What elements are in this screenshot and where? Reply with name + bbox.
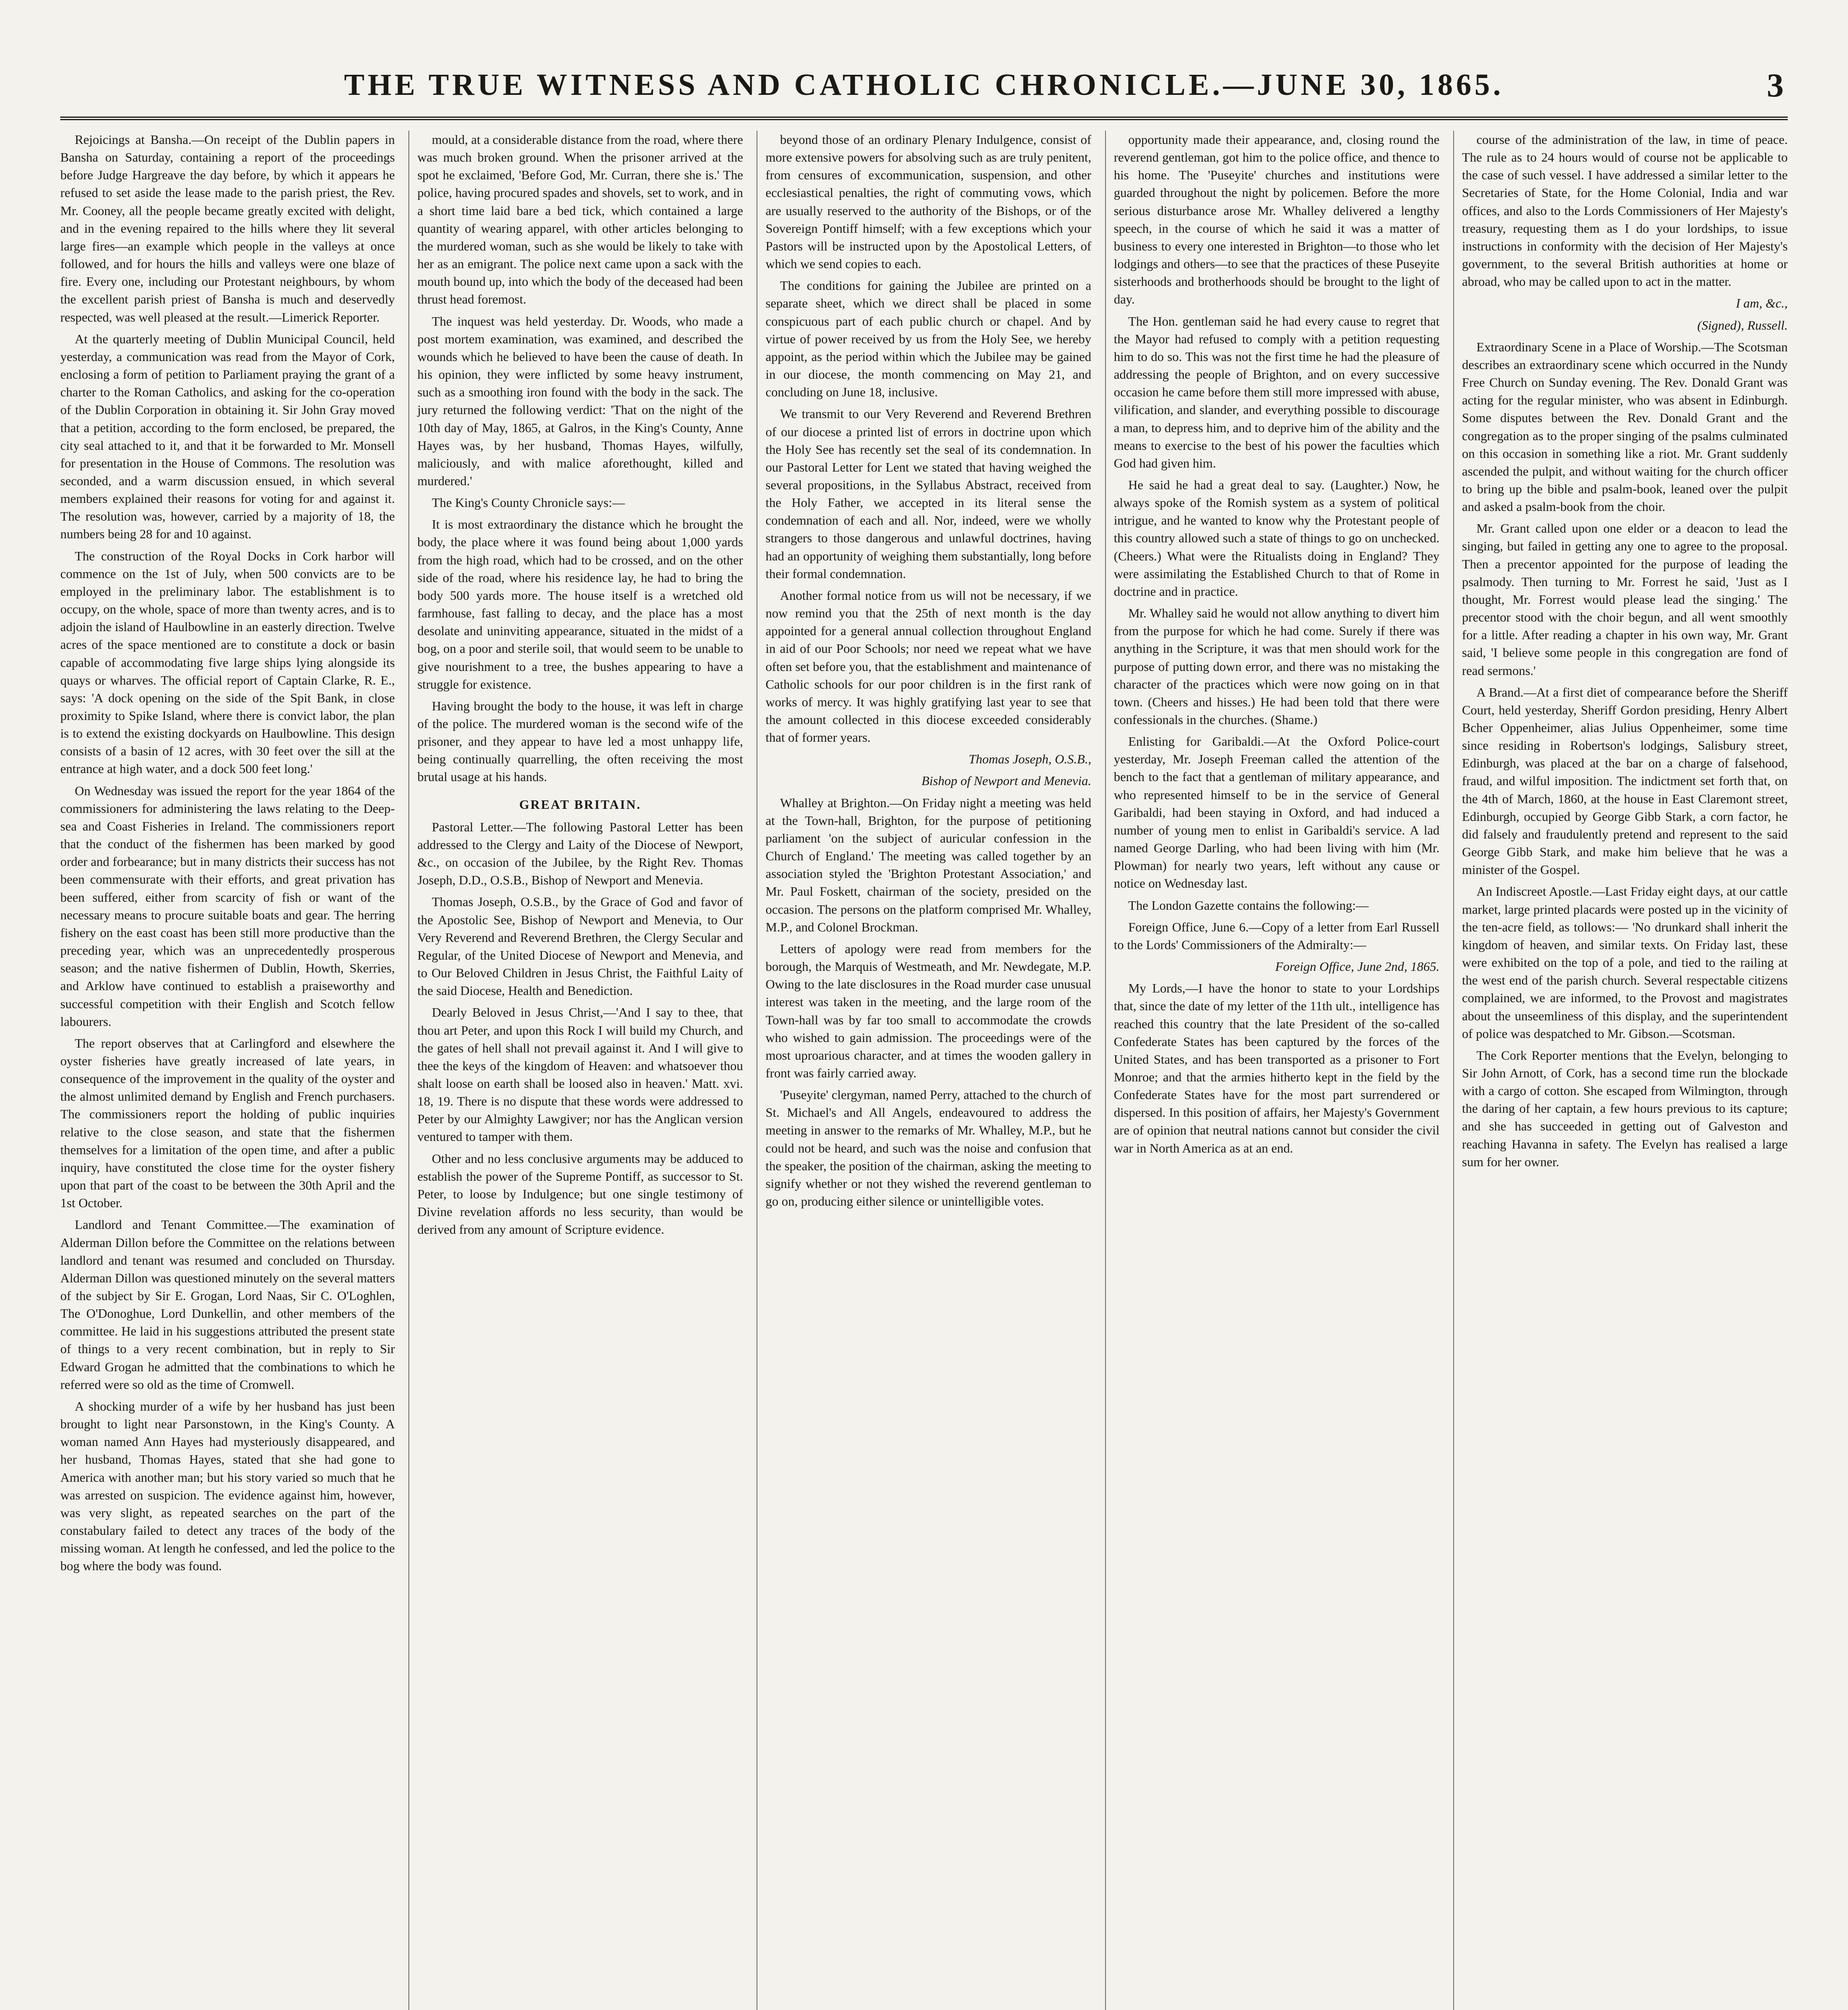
article-paragraph: The construction of the Royal Docks in Cork harbor will commence on the 1st of July, when 500 convicts are to be employed in the preliminary labor. The establishment is to occupy, on the whole, space of more than twenty acres, and is to adjoin the island of Haulbowline in an easterly direction. Twelve acres of the space mentioned are to constitute a dock or basin capable of accommodating five large ships lying alongside its quays or wharves. The official report of Captain Clarke, R. E., says: 'A dock opening on the side of the Spit Bank, in close proximity to Spike Island, where there is convict labor, the plan is to extend the existing dockyards on Haulbowline. This design consists of a basin of 12 acres, with 30 feet over the sill at the entrance at high water, and a dock 500 feet long.' — [60, 548, 395, 776]
column-1 — [60, 131, 395, 2010]
article-paragraph: A shocking murder of a wife by her husband has just been brought to light near Parsonstown, in the King's County. A woman named Ann Hayes had mysteriously disappeared, and her husband, Thomas Hayes, stated that she had gone to America with another man; but his story varied so much that he was arrested on suspicion. The evidence against him, however, was very slight, as repeated searches on the part of the constabulary failed to detect any traces of the body of the missing woman. At length he confessed, and led the police to the bog where the body was found. — [60, 1399, 395, 1573]
newspaper-title: THE TRUE WITNESS AND CATHOLIC CHRONICLE.—JUNE 30, 1865. — [344, 68, 1504, 102]
article-paragraph: Foreign Office, June 6.—Copy of a letter from Earl Russell to the Lords' Commissioners of the Admiralty:— — [1114, 919, 1440, 952]
article-paragraph: Rejoicings at Bansha.—On receipt of the Dublin papers in Bansha on Saturday, containing a report of the proceedings before Judge Hargreave the day before, by which it appears he refused to set aside the lease made to the parish priest, the Rev. Mr. Cooney, all the people became greatly excited with delight, and in the evening repaired to the hills where they lit several large fires—an example which people in the valleys at once followed, and for hours the hills and valleys were one blaze of fire. Every one, including our Protestant neighbours, by whom the excellent parish priest of Bansha is much and deservedly respected, was well pleased at the result.—Limerick Reporter. — [60, 132, 395, 324]
signature-line: Foreign Office, June 2nd, 1865. — [1275, 959, 1440, 974]
article-paragraph: Enlisting for Garibaldi.—At the Oxford Police-court yesterday, Mr. Joseph Freeman called the attention of the bench to the fact that a gentleman of military appearance, and who represented himself to be in the service of General Garibaldi, had been staying in Oxford, and had induced a number of young men to enlist in Garibaldi's service. A lad named George Darling, who had been living with him (Mr. Plowman) for nearly two years, left without any cause or notice on Wednesday last. — [1114, 734, 1440, 891]
article-paragraph: Another formal notice from us will not be necessary, if we now remind you that the 25th of next month is the day appointed for a general annual collection throughout England in aid of our Poor Schools; nor need we repeat what we have often set before you, that the establishment and maintenance of Catholic schools for our poor children is in the first rank of works of mercy. It was highly gratifying last year to see that the amount collected in this diocese exceeded considerably that of former years. — [765, 588, 1091, 745]
article-paragraph: A Brand.—At a first diet of compearance before the Sheriff Court, held yesterday, Sheriff Gordon presiding, Henry Albert Bcher Oppenheimer, alias Julius Oppenheimer, some time since residing in Robertson's lodgings, Salisbury street, Edinburgh, was placed at the bar on a charge of falsehood, fraud, and wilful imposition. The indictment set forth that, on the 4th of March, 1860, at the house in East Claremont street, Edinburgh, occupied by George Gibb Stark, a corn factor, he did falsely and fraudulently pretend and represent to the said George Gibb Stark, and make him believe that he was a minister of the Gospel. — [1462, 685, 1788, 877]
article-paragraph: It is most extraordinary the distance which he brought the body, the place where it was found being about 1,000 yards from the high road, which had to be crossed, and on the other side of the road, where his residence lay, he had to bring the body 500 yards more. The house itself is a wretched old farmhouse, fast falling to decay, and the place has a most desolate and uninviting appearance, situated in the midst of a bog, on a poor and sterile soil, that would seem to be unable to give nourishment to a tree, the bushes appearing to have a struggle for existence. — [417, 517, 743, 691]
column-3 — [757, 131, 1091, 2010]
signature-line: Bishop of Newport and Menevia. — [921, 773, 1091, 788]
article-paragraph: The Cork Reporter mentions that the Evelyn, belonging to Sir John Arnott, of Cork, has a second time run the blockade with a cargo of cotton. She escaped from Wilmington, through the daring of her captain, a few hours previous to its capture; and she has succeeded in getting out of Galveston and reaching Havanna in safety. The Evelyn has realised a large sum for her owner. — [1462, 1048, 1788, 1169]
column-4 — [1105, 131, 1440, 2010]
article-paragraph: Thomas Joseph, O.S.B., by the Grace of God and favor of the Apostolic See, Bishop of Newport and Menevia, to Our Very Reverend and Reverend Brethren, the Clergy Secular and Regular, of the United Diocese of Newport and Menevia, and to Our Beloved Children in Jesus Christ, the Faithful Laity of the said Diocese, Health and Benediction. — [417, 894, 743, 998]
article-paragraph: beyond those of an ordinary Plenary Indulgence, consist of more extensive powers for absolving such as are truly penitent, from censures of excommunication, suspension, and other ecclesiastical penalties, the right of commuting vows, which are usually reserved to the authority of the Bishops, or of the Sovereign Pontiff himself; with a few exceptions which your Pastors will be instructed upon by the Apostolical Letters, of which we send copies to each. — [765, 132, 1091, 271]
article-paragraph: mould, at a considerable distance from the road, where there was much broken ground. When the prisoner arrived at the spot he exclaimed, 'Before God, Mr. Curran, there she is.' The police, having procured spades and shovels, set to work, and in a short time laid bare a bed tick, which contained a large quantity of wearing apparel, with other articles belonging to the murdered woman, such as she would be likely to take with her as an emigrant. The police next came upon a sack with the mouth bound up, into which the body of the deceased had been thrust head foremost. — [417, 132, 743, 307]
article-paragraph: The inquest was held yesterday. Dr. Woods, who made a post mortem examination, was examined, and described the wounds which he believed to have been the cause of death. In his opinion, they were inflicted by some heavy instrument, such as a smoothing iron found with the body in the sack. The jury returned the following verdict: 'That on the night of the 10th day of May, 1865, at Galros, in the King's County, Anne Hayes was, by her husband, Thomas Hayes, wilfully, maliciously, and with malice aforethought, killed and murdered.' — [417, 314, 743, 488]
article-paragraph: Landlord and Tenant Committee.—The examination of Alderman Dillon before the Committee on the relations between landlord and tenant was resumed and concluded on Thursday. Alderman Dillon was questioned minutely on the several matters of the subject by Sir E. Grogan, Lord Naas, Sir C. O'Loghlen, The O'Donoghue, Lord Dunkellin, and other members of the committee. He laid in his suggestions attributed the present state of things to a very recent combination, but in reply to Sir Edward Grogan he admitted that the combinations to which he referred were so old as the time of Cromwell. — [60, 1217, 395, 1392]
article-paragraph: Pastoral Letter.—The following Pastoral Letter has been addressed to the Clergy and Laity of the Diocese of Newport, &c., on occasion of the Jubilee, by the Right Rev. Thomas Joseph, D.D., O.S.B., Bishop of Newport and Menevia. — [417, 819, 743, 888]
column-2 — [408, 131, 743, 2010]
article-columns — [60, 131, 1788, 2010]
article-paragraph: opportunity made their appearance, and, closing round the reverend gentleman, got him to the police office, and thence to his home. The 'Puseyite' churches and institutions were guarded throughout the night by policemen. Before the more serious disturbance arose Mr. Whalley delivered a lengthy speech, in the course of which he said it was a matter of business to every one interested in Brighton—to those who let lodgings and others—to see that the practices of these Puseyite sisterhoods and brotherhoods should be brought to the light of day. — [1114, 132, 1440, 307]
article-paragraph: An Indiscreet Apostle.—Last Friday eight days, at our cattle market, large printed placards were posted up in the vicinity of the ten-acre field, as tollows:— 'No drunkard shall inherit the kingdom of heaven, and similar texts. On Friday last, these were exhibited on the top of a pole, and tied to the railing at the west end of the parish church. Several respectable citizens complained, we are informed, to the Provost and magistrates about the unseemliness of this display, and the superintendent of police was despatched to Mr. Gibson.—Scotsman. — [1462, 884, 1788, 1041]
article-paragraph: Whalley at Brighton.—On Friday night a meeting was held at the Town-hall, Brighton, for the purpose of petitioning parliament 'on the subject of auricular confession in the Church of England.' The meeting was called together by an association styled the 'Brighton Protestant Association,' and Mr. Paul Foskett, chairman of the society, presided on the occasion. The persons on the platform comprised Mr. Whalley, M.P., and Colonel Brockman. — [765, 795, 1091, 934]
article-paragraph: Dearly Beloved in Jesus Christ,—'And I say to thee, that thou art Peter, and upon this Rock I will build my Church, and the gates of hell shall not prevail against it. And I will give to thee the keys of the kingdom of Heaven: and whatsoever thou shalt loose on earth shall be loosed also in heaven.' Matt. xvi. 18, 19. There is no dispute that these words were addressed to Peter by our Almighty Lawgiver; nor has the Anglican version ventured to tamper with them. — [417, 1005, 743, 1144]
article-paragraph: He said he had a great deal to say. (Laughter.) Now, he always spoke of the Romish system as a system of political intrigue, and he wanted to know why the Protestant people of this country allowed such a state of things to go on unchecked. (Cheers.) What were the Ritualists doing in England? They were assimilating the Established Church to that of Rome in doctrine and in practice. — [1114, 477, 1440, 599]
section-heading: GREAT BRITAIN. — [519, 797, 641, 812]
signature-line: I am, &c., — [1736, 296, 1788, 311]
signature-line: Thomas Joseph, O.S.B., — [968, 752, 1091, 767]
article-paragraph: On Wednesday was issued the report for the year 1864 of the commissioners for administering the laws relating to the Deep-sea and Coast Fisheries in Ireland. The commissioners report that the conduct of the fishermen has been marked by good order and forbearance; but in many districts their success has not been commensurate with their efforts, and great privation has been suffered, either from scarcity of fish or want of the necessary means to procure suitable boats and gear. The herring fishery on the east coast has been still more productive than the preceding year, which was an unprecedentedly prosperous season; and the native fishermen of Dublin, Howth, Skerries, and Arklow have continued to establish a praiseworthy and successful competition with their English and Scotch fellow labourers. — [60, 783, 395, 1029]
article-paragraph: course of the administration of the law, in time of peace. The rule as to 24 hours would of course not be applicable to the case of such vessel. I have addressed a similar letter to the Secretaries of State, for the Home Colonial, India and war offices, and also to the Lords Commissioners of Her Majesty's treasury, requesting them as I do your lordships, to issue instructions in conformity with the decision of Her Majesty's government, to the several British authorities at home or abroad, who may be called upon to act in the matter. — [1462, 132, 1788, 289]
article-paragraph: We transmit to our Very Reverend and Reverend Brethren of our diocese a printed list of errors in doctrine upon which the Holy See has recently set the seal of its condemnation. In our Pastoral Letter for Lent we stated that having weighed the several propositions, in the Syllabus Abstract, received from the Holy Father, we accepted in its literal sense the condemnation of each and all. Nor, indeed, were we wholly strangers to those dangerous and unlawful doctrines, having had an opportunity of weighing them substantially, long before their formal condemnation. — [765, 406, 1091, 581]
article-paragraph: Having brought the body to the house, it was left in charge of the police. The murdered woman is the second wife of the prisoner, and they appear to have led a most unhappy life, being continually quarrelling, the often receiving the most brutal usage at his hands. — [417, 698, 743, 784]
column-5 — [1453, 131, 1788, 2010]
article-paragraph: The conditions for gaining the Jubilee are printed on a separate sheet, which we direct shall be placed in some conspicuous part of each public church or chapel. And by virtue of power received by us from the Holy See, we hereby appoint, as the period within which the Jubilee may be gained in our diocese, the month commencing on May 21, and concluding on June 18, inclusive. — [765, 278, 1091, 400]
article-paragraph: The Hon. gentleman said he had every cause to regret that the Mayor had refused to comply with a petition requesting him to do so. This was not the first time he had the pleasure of addressing the people of Brighton, and on every successive occasion he came before them still more impressed with abuse, vilification, and slander, and everything possible to discourage a man, to depress him, and to deprive him of the ability and the means to exercise to the best of his power the faculties which God had given him. — [1114, 314, 1440, 470]
article-paragraph: My Lords,—I have the honor to state to your Lordships that, since the date of my letter of the 11th ult., intelligence has reached this country that the late President of the so-called Confederate States has been captured by the forces of the United States, and has been transported as a prisoner to Fort Monroe; and that the armies hitherto kept in the field by the Confederate States have for the most part surrendered or dispersed. In this position of affairs, her Majesty's Government are of opinion that neutral nations cannot but consider the civil war in North America as at an end. — [1114, 981, 1440, 1155]
masthead — [60, 60, 1788, 120]
article-paragraph: Other and no less conclusive arguments may be adduced to establish the power of the Supreme Pontiff, as successor to St. Peter, to loose by Indulgence; but one single testimony of Divine revelation affords no less security, than would be derived from any amount of Scripture evidence. — [417, 1151, 743, 1237]
signature-line: (Signed), Russell. — [1697, 318, 1788, 332]
article-paragraph: Extraordinary Scene in a Place of Worship.—The Scotsman describes an extraordinary scene which occurred in the Nundy Free Church on Sunday evening. The Rev. Donald Grant was acting for the regular minister, who was absent in Edinburgh. Some disputes between the Rev. Donald Grant and the congregation as to the proper singing of the psalms culminated on this occasion in something like a riot. Mr. Grant suddenly ascended the pulpit, and without waiting for the church officer to bring up the bible and psalm-book, leaned over the pulpit and asked a psalm-book from the choir. — [1462, 339, 1788, 514]
article-paragraph: Mr. Grant called upon one elder or a deacon to lead the singing, but failed in getting any one to agree to the proposal. Then a precentor appointed for the purpose of leading the psalmody. Then turning to Mr. Forrest he said, 'Just as I thought, Mr. Forrest would please lead the singing.' The precentor stood with the choir begun, and all went smoothly for a little. After reading a chapter in his own way, Mr. Grant said, 'I believe some people in this congregation are fond of read sermons.' — [1462, 521, 1788, 678]
article-paragraph: The report observes that at Carlingford and elsewhere the oyster fisheries have greatly increased of late years, in consequence of the improvement in the quality of the oyster and the almost unlimited demand by English and French purchasers. The commissioners report the holding of public inquiries relative to the close season, and state that the fishermen themselves for a limitation of the open time, and after a public inquiry, have constituted the close time for the oyster fishery upon that part of the coast to be between the 30th April and the 1st October. — [60, 1036, 395, 1210]
article-paragraph: 'Puseyite' clergyman, named Perry, attached to the church of St. Michael's and All Angels, endeavoured to address the meeting in answer to the remarks of Mr. Whalley, M.P., but he could not be heard, and such was the noise and confusion that the speaker, the position of the chairman, asking the meeting to signify whether or not they wished the reverend gentleman to go on, producing either silence or unintelligible votes. — [765, 1087, 1091, 1209]
article-paragraph: Letters of apology were read from members for the borough, the Marquis of Westmeath, and Mr. Newdegate, M.P. Owing to the late disclosures in the Road murder case unusual interest was taken in the meeting, and the large room of the Town-hall was by far too small to accommodate the crowds who wished to gain admission. The proceedings were of the most uproarious character, and at times the wooden gallery in front was fairly carried away. — [765, 941, 1091, 1080]
page-number: 3 — [1767, 67, 1784, 104]
article-paragraph: The King's County Chronicle says:— — [432, 495, 625, 510]
article-paragraph: Mr. Whalley said he would not allow anything to divert him from the purpose for which he had come. Surely if there was anything in the Scripture, it was that men should work for the purpose of putting down error, and there was no mistaking the character of the practices which were now going on in that town. (Cheers and hisses.) He had been told that there were confessionals in the churches. (Shame.) — [1114, 606, 1440, 727]
article-paragraph: At the quarterly meeting of Dublin Municipal Council, held yesterday, a communication was read from the Mayor of Cork, enclosing a form of petition to Parliament praying the grant of a charter to the Roman Catholics, and asking for the co-operation of the Dublin Corporation in obtaining it. Sir John Gray moved that a petition, according to the form enclosed, be prepared, the city seal attached to it, and that it be forwarded to Mr. Monsell for presentation in the House of Commons. The resolution was seconded, and a warm discussion ensued, in which several members explained their reasons for voting for and against it. The resolution was, however, carried by a majority of 18, the numbers being 28 for and 10 against. — [60, 331, 395, 541]
article-paragraph: The London Gazette contains the following:— — [1128, 898, 1369, 913]
